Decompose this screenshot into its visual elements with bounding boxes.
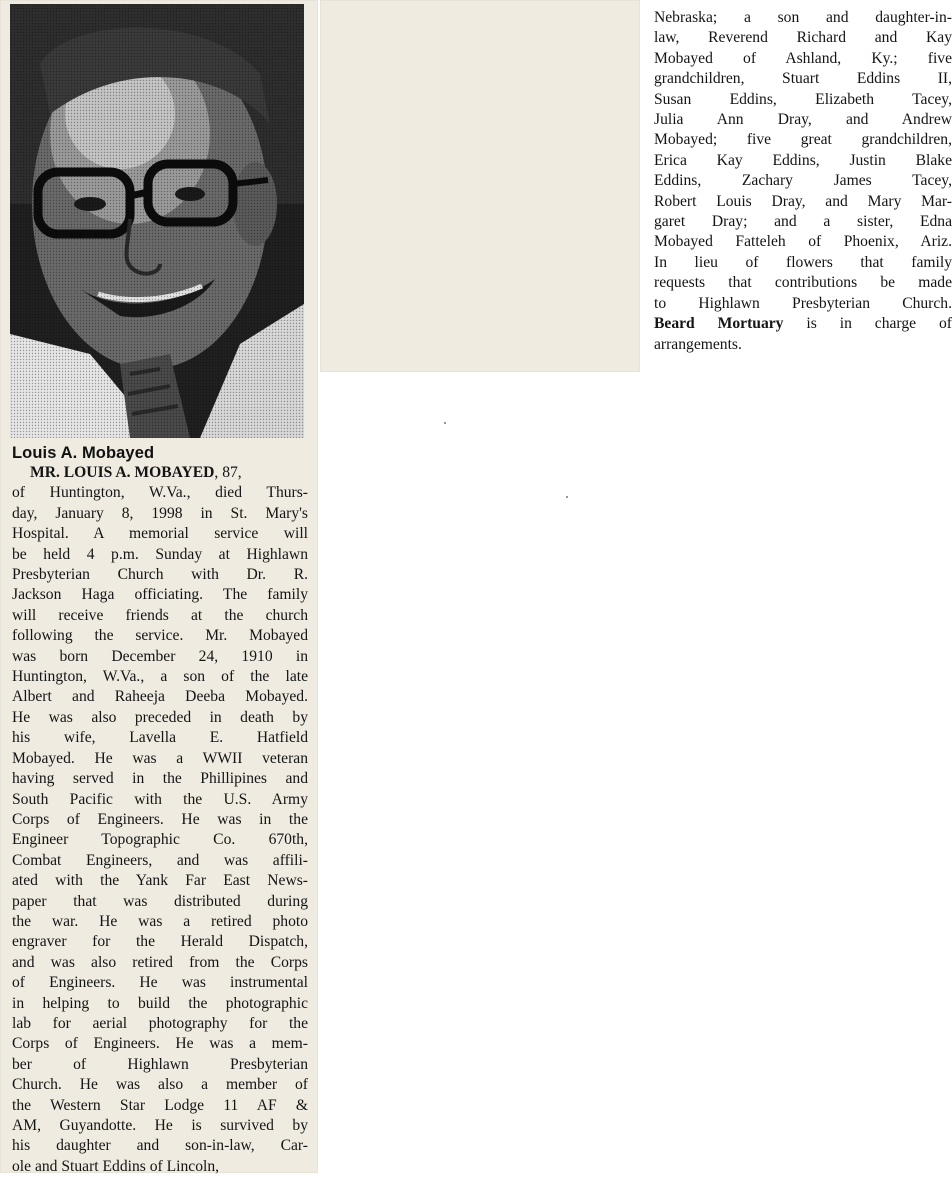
body-line: Corps of Engineers. He was a mem-	[12, 1035, 308, 1053]
body-line: day, January 8, 1998 in St. Mary's	[12, 504, 308, 522]
body-line: requests that contributions be made	[654, 274, 952, 292]
body-line: following the service. Mr. Mobayed	[12, 627, 308, 645]
body-line: the Western Star Lodge 11 AF &	[12, 1096, 308, 1114]
body-line: In lieu of flowers that family	[654, 253, 952, 271]
body-line: paper that was distributed during	[12, 892, 308, 910]
body-line: Presbyterian Church with Dr. R.	[12, 566, 308, 584]
body-line: to Highlawn Presbyterian Church.	[654, 294, 952, 312]
body-line: ole and Stuart Eddins of Lincoln,	[12, 1157, 220, 1175]
obituary-clipping-left	[0, 0, 318, 1173]
obituary-body-right	[654, 8, 952, 355]
body-line: in helping to build the photographic	[12, 994, 308, 1012]
body-line: Eddins, Zachary James Tacey,	[654, 172, 952, 190]
body-line: be held 4 p.m. Sunday at Highlawn	[12, 545, 308, 563]
body-line: grandchildren, Stuart Eddins II,	[654, 70, 952, 88]
obituary-headline: Louis A. Mobayed	[12, 444, 155, 462]
obituary-body-left	[12, 463, 308, 1177]
body-line: Susan Eddins, Elizabeth Tacey,	[654, 90, 952, 108]
body-line: Mobayed of Ashland, Ky.; five	[654, 49, 952, 67]
body-line: lab for aerial photography for the	[12, 1014, 308, 1032]
body-line: of Engineers. He was instrumental	[12, 974, 308, 992]
body-line: Robert Louis Dray, and Mary Mar-	[654, 192, 952, 210]
portrait-image	[10, 4, 304, 438]
paper-speck	[444, 422, 446, 424]
body-line: Mobayed. He was a WWII veteran	[12, 749, 308, 767]
body-line	[12, 463, 308, 483]
body-line: Julia Ann Dray, and Andrew	[654, 111, 952, 129]
body-text: is in charge of	[783, 315, 952, 333]
body-line: the war. He was a retired photo	[12, 912, 308, 930]
obituary-clipping-right	[320, 0, 952, 372]
body-line: will receive friends at the church	[12, 606, 308, 624]
body-line: Mobayed; five great grandchildren,	[654, 131, 952, 149]
body-line: of Huntington, W.Va., died Thurs-	[12, 484, 308, 502]
body-line: law, Reverend Richard and Kay	[654, 29, 952, 47]
portrait-photo	[10, 4, 304, 438]
deceased-name: MR. LOUIS A. MOBAYED	[30, 464, 215, 481]
paper-speck	[566, 496, 568, 498]
funeral-home-name: Beard Mortuary	[654, 315, 784, 333]
body-line: Jackson Haga officiating. The family	[12, 586, 308, 604]
body-line: Nebraska; a son and daughter-in-	[654, 9, 952, 26]
body-line: Church. He was also a member of	[12, 1076, 308, 1094]
body-line	[654, 314, 952, 334]
body-line: Erica Kay Eddins, Justin Blake	[654, 151, 952, 169]
body-text: , 87,	[214, 464, 242, 481]
body-line: South Pacific with the U.S. Army	[12, 790, 308, 808]
body-line: having served in the Phillipines and	[12, 770, 308, 788]
body-line: and was also retired from the Corps	[12, 953, 308, 971]
body-line: was born December 24, 1910 in	[12, 647, 308, 665]
body-line: AM, Guyandotte. He is survived by	[12, 1117, 308, 1134]
body-line: ated with the Yank Far East News-	[12, 872, 308, 890]
body-line: Corps of Engineers. He was in the	[12, 810, 308, 828]
body-line: Mobayed Fatteleh of Phoenix, Ariz.	[654, 233, 952, 251]
body-line: Combat Engineers, and was affili-	[12, 851, 308, 869]
body-line: arrangements.	[654, 335, 742, 353]
body-line: He was also preceded in death by	[12, 708, 308, 726]
body-line: Engineer Topographic Co. 670th,	[12, 831, 308, 849]
body-line: garet Dray; and a sister, Edna	[654, 213, 952, 231]
body-line: his wife, Lavella E. Hatfield	[12, 729, 308, 747]
body-line: Albert and Raheeja Deeba Mobayed.	[12, 688, 308, 706]
body-line: engraver for the Herald Dispatch,	[12, 933, 308, 951]
body-line: Huntington, W.Va., a son of the late	[12, 668, 308, 686]
body-line: his daughter and son-in-law, Car-	[12, 1137, 308, 1155]
body-line: Hospital. A memorial service will	[12, 525, 308, 543]
body-line: ber of Highlawn Presbyterian	[12, 1055, 308, 1073]
